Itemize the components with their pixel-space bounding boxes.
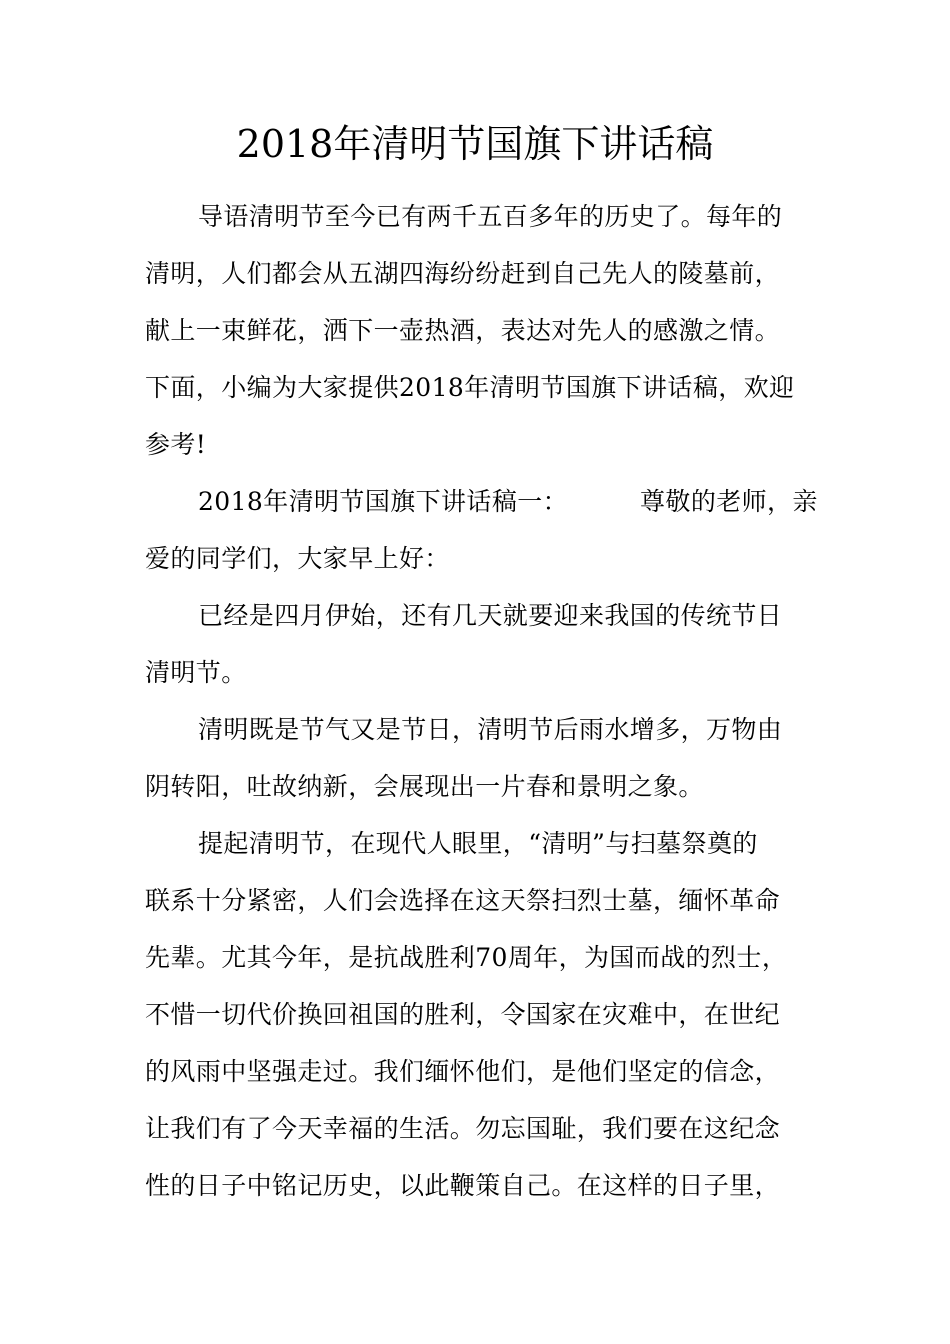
paragraph-5-line-2: 联系十分紧密，人们会选择在这天祭扫烈士墓，缅怀革命 bbox=[145, 886, 781, 915]
paragraph-5-line-5: 的风雨中坚强走过。我们缅怀他们，是他们坚定的信念， bbox=[145, 1057, 781, 1086]
salutation-start: 尊敬的老师，亲 bbox=[640, 487, 818, 516]
paragraph-5-line-6: 让我们有了今天幸福的生活。勿忘国耻，我们要在这纪念 bbox=[145, 1114, 781, 1143]
paragraph-1-line-1: 导语清明节至今已有两千五百多年的历史了。每年的 bbox=[198, 202, 783, 231]
paragraph-2-line-1 bbox=[198, 484, 818, 520]
paragraph-5-line-1: 提起清明节，在现代人眼里，“清明”与扫墓祭奠的 bbox=[198, 829, 758, 858]
paragraph-4-line-1: 清明既是节气又是节日，清明节后雨水增多，万物由 bbox=[198, 715, 783, 744]
paragraph-2-line-2: 爱的同学们，大家早上好： bbox=[145, 544, 450, 573]
paragraph-1-line-3: 献上一束鲜花，洒下一壶热酒，表达对先人的感激之情。 bbox=[145, 316, 781, 345]
paragraph-5-line-4: 不惜一切代价换回祖国的胜利，令国家在灾难中，在世纪 bbox=[145, 1000, 781, 1029]
speech-heading: 2018年清明节国旗下讲话稿一： bbox=[198, 487, 569, 516]
paragraph-3-line-1: 已经是四月伊始，还有几天就要迎来我国的传统节日 bbox=[198, 601, 783, 630]
paragraph-5-line-7: 性的日子中铭记历史，以此鞭策自己。在这样的日子里， bbox=[145, 1171, 781, 1200]
paragraph-1-line-4: 下面，小编为大家提供2018年清明节国旗下讲话稿，欢迎 bbox=[145, 373, 795, 402]
paragraph-1-line-5: 参考! bbox=[145, 430, 207, 459]
document-title: 2018年清明节国旗下讲话稿 bbox=[236, 122, 714, 166]
paragraph-3-line-2: 清明节。 bbox=[145, 658, 247, 687]
paragraph-1-line-2: 清明，人们都会从五湖四海纷纷赶到自己先人的陵墓前， bbox=[145, 259, 781, 288]
paragraph-4-line-2: 阴转阳，吐故纳新，会展现出一片春和景明之象。 bbox=[145, 772, 704, 801]
paragraph-5-line-3: 先辈。尤其今年，是抗战胜利70周年，为国而战的烈士， bbox=[145, 943, 788, 972]
